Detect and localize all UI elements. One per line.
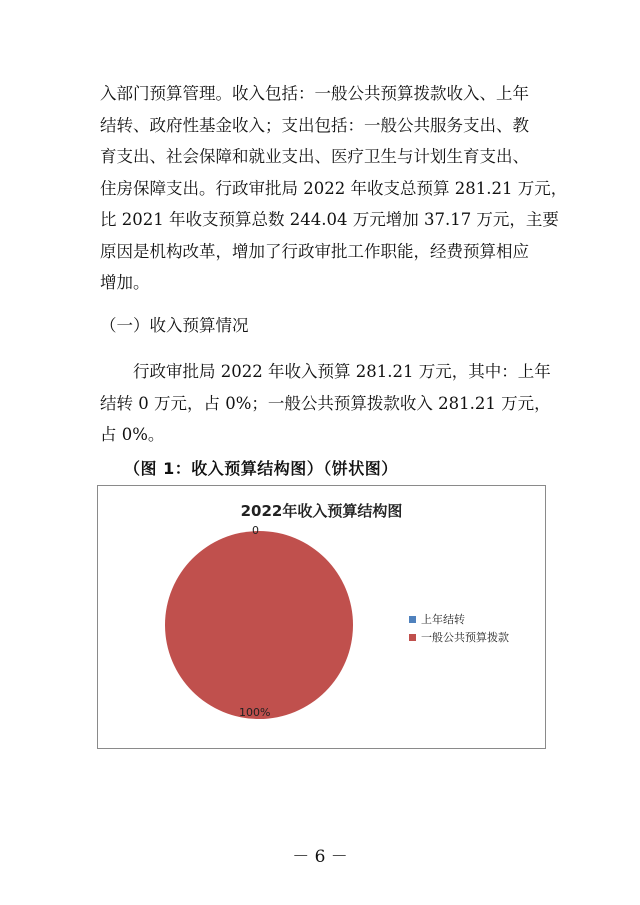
text-line: 育支出、社会保障和就业支出、医疗卫生与计划生育支出、 — [100, 147, 529, 166]
section-heading — [100, 310, 550, 342]
text-line: 原因是机构改革，增加了行政审批工作职能，经费预算相应 — [100, 241, 529, 261]
data-label-carryover: 0 — [252, 524, 259, 537]
body-paragraph-1 — [100, 78, 568, 299]
legend-swatch — [409, 616, 416, 623]
text-line: 结转 0 万元，占 0%；一般公共预算拨款收入 281.21 万元， — [100, 393, 551, 413]
text-line: 增加。 — [100, 273, 150, 292]
body-paragraph-2 — [100, 356, 550, 451]
text-line: 行政审批局 2022 年收入预算 281.21 万元，其中：上年 — [100, 362, 551, 381]
page-number: － 6 － — [292, 847, 348, 867]
text-line: 比 2021 年收支预算总数 244.04 万元增加 37.17 万元，主要 — [100, 210, 559, 229]
legend-swatch — [409, 634, 416, 641]
section-heading-text: （一）收入预算情况 — [100, 316, 249, 335]
chart-legend — [409, 610, 509, 646]
pie-chart — [97, 485, 546, 749]
data-label-general-budget: 100% — [239, 706, 271, 719]
text-line: 结转、政府性基金收入；支出包括：一般公共服务支出、教 — [100, 115, 529, 135]
legend-item-general-budget — [409, 628, 509, 646]
legend-label: 一般公共预算拨款 — [421, 631, 509, 644]
legend-item-carryover — [409, 610, 509, 628]
text-line: 入部门预算管理。收入包括：一般公共预算拨款收入、上年 — [100, 84, 529, 103]
text-line: 占 0%。 — [100, 425, 165, 444]
legend-label: 上年结转 — [421, 613, 465, 626]
text-line: 住房保障支出。行政审批局 2022 年收支总预算 281.21 万元， — [100, 178, 568, 198]
pie-slice-general-budget — [165, 531, 353, 719]
chart-title: 2022年收入预算结构图 — [240, 502, 403, 520]
figure-caption: （图 1：收入预算结构图）（饼状图） — [124, 459, 398, 478]
